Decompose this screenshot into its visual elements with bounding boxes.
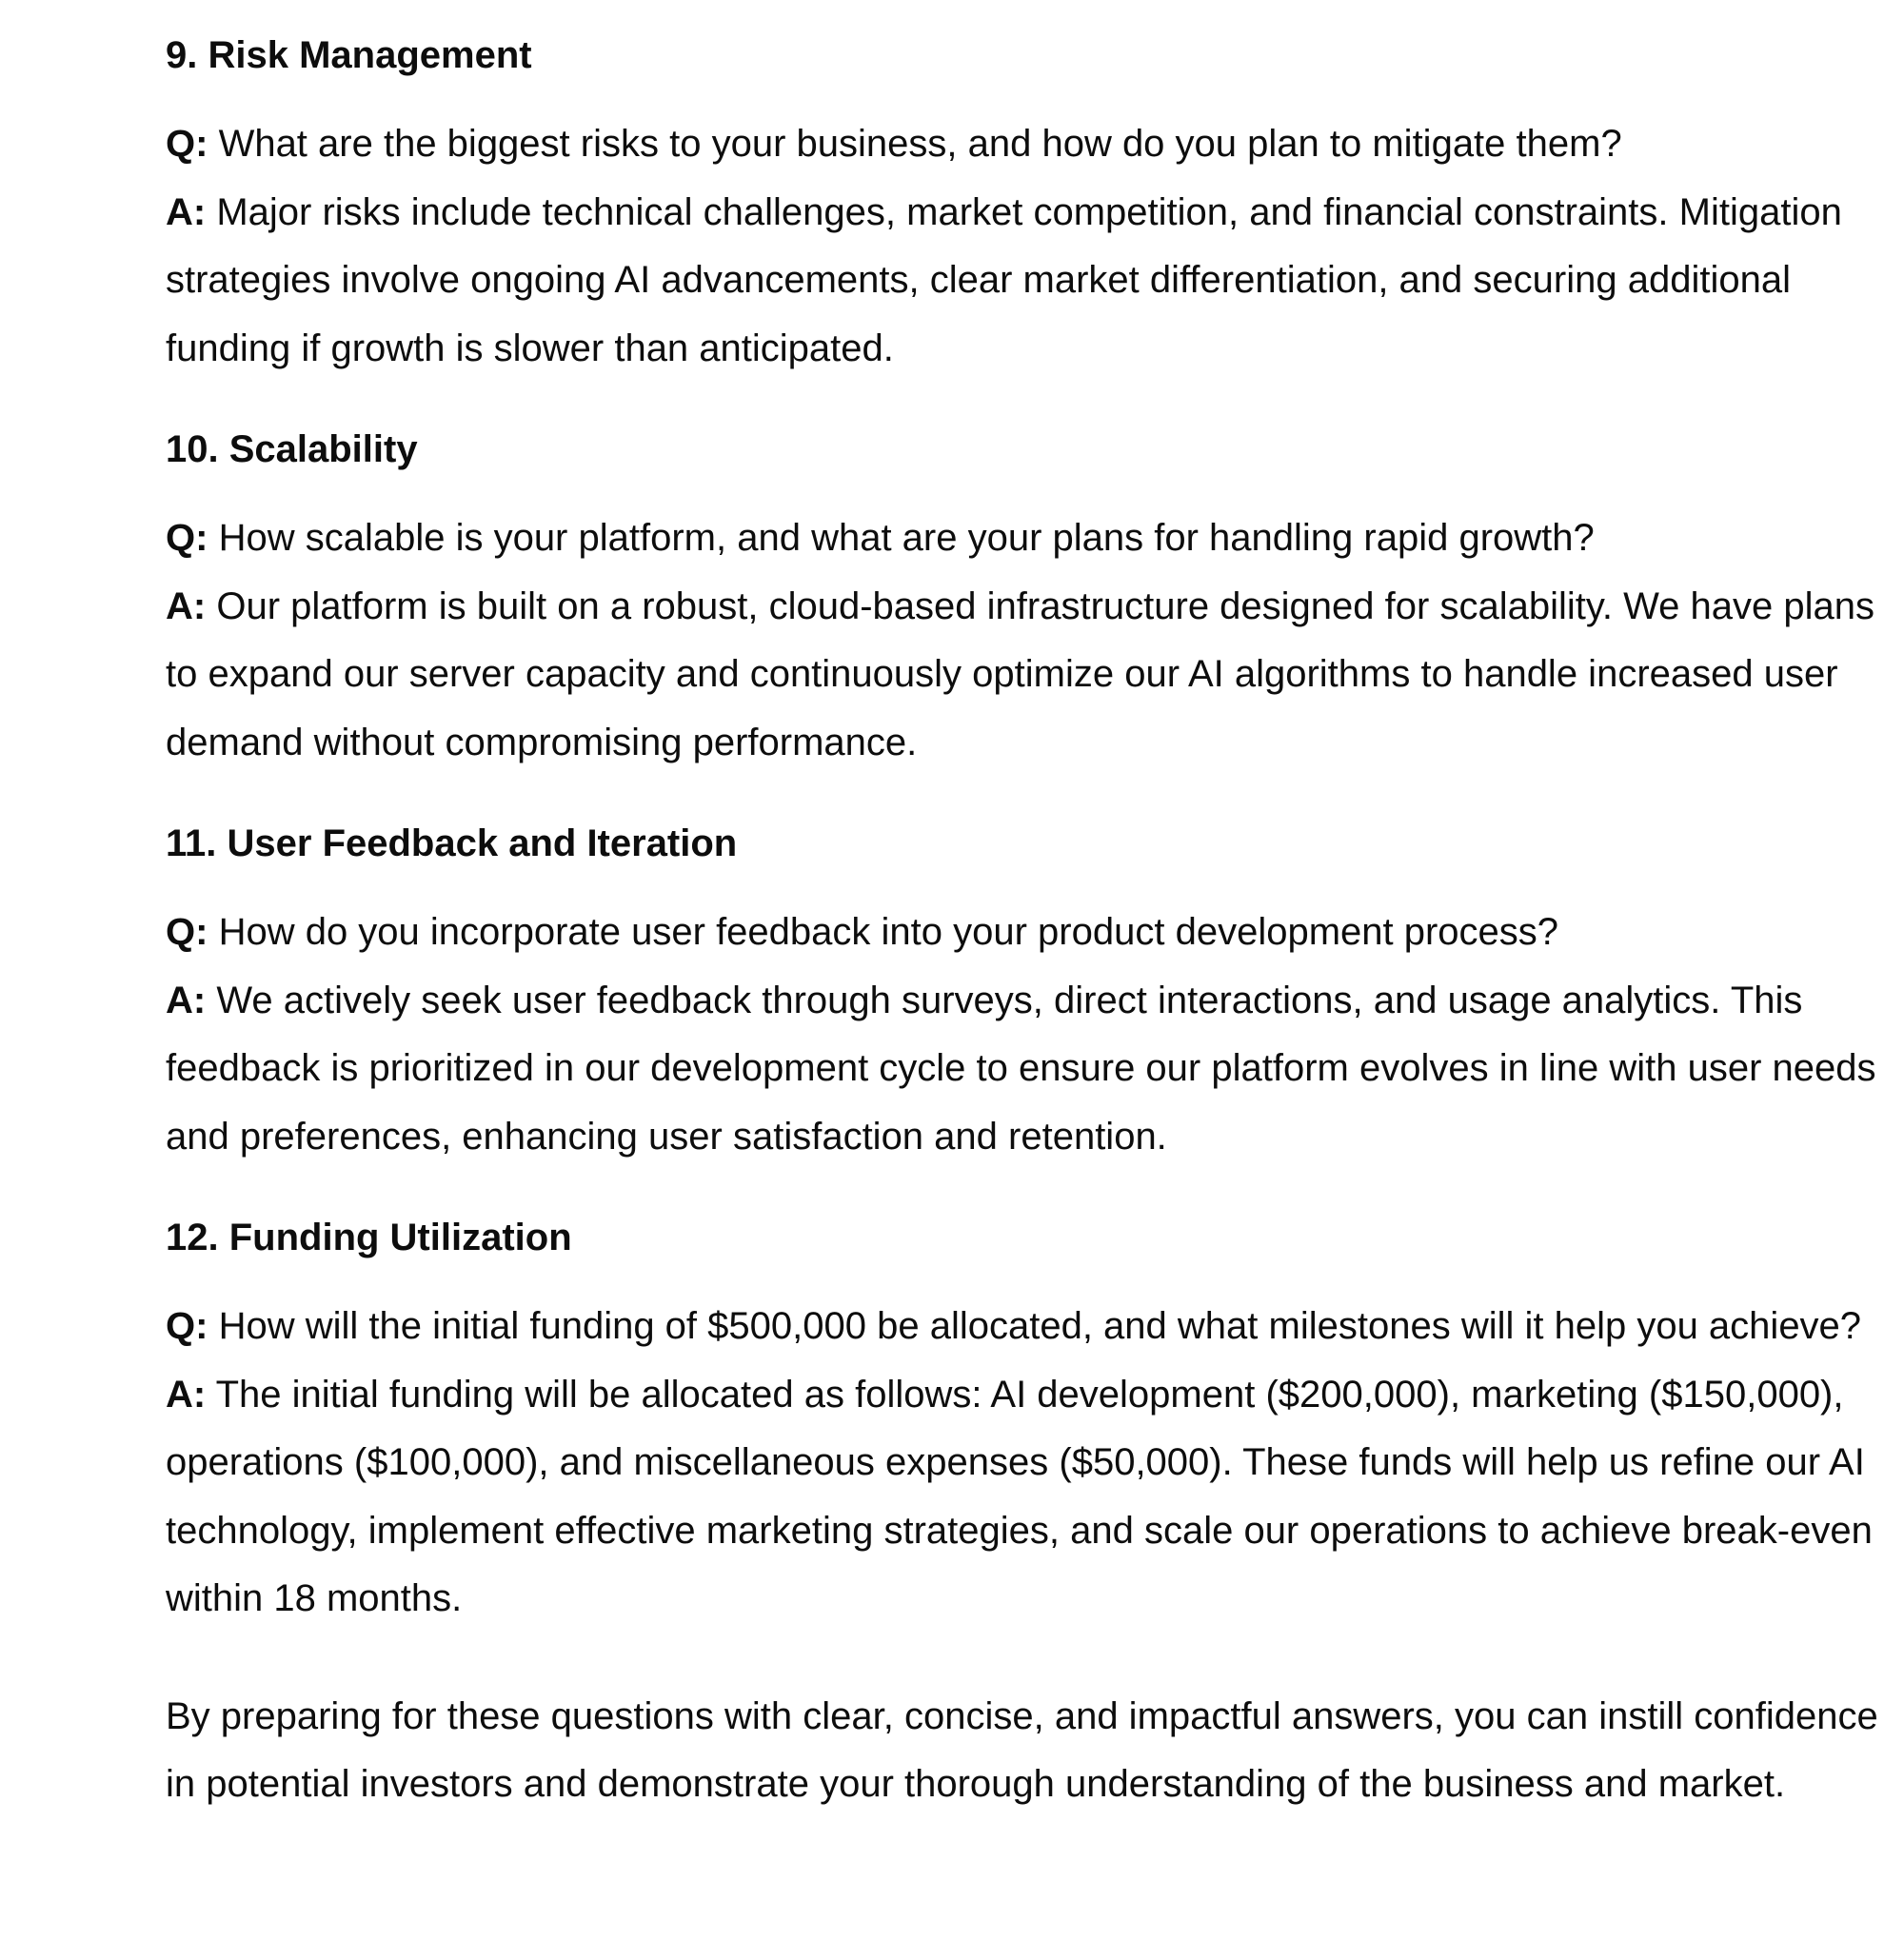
section-risk-management [166, 29, 1898, 383]
answer-label: A: [166, 979, 207, 1021]
answer-label: A: [166, 190, 207, 233]
question-label: Q: [166, 123, 208, 165]
answer-text: Our platform is built on a robust, cloud-based infrastructure designed for scalability. We have plans to expand our server capacity and continuously optimize our AI algorithms to handle increased user demand without compromising performance. [166, 584, 1874, 763]
section-title: 12. Funding Utilization [166, 1217, 572, 1258]
document-content [166, 29, 1898, 1819]
closing-paragraph: By preparing for these questions with clear, concise, and impactful answers, you can instill confidence in potential investors and demonstrate your thorough understanding of the business and market. [166, 1694, 1878, 1805]
question-text: How scalable is your platform, and what are your plans for handling rapid growth? [218, 517, 1595, 559]
answer-paragraph [166, 1361, 1898, 1634]
question-label: Q: [166, 517, 208, 559]
section-scalability [166, 423, 1898, 777]
section-funding-utilization [166, 1211, 1898, 1634]
answer-label: A: [166, 584, 207, 627]
question-paragraph [166, 899, 1898, 967]
section-title: 9. Risk Management [166, 34, 532, 76]
question-paragraph [166, 505, 1898, 573]
answer-text: We actively seek user feedback through surveys, direct interactions, and usage analytics. This feedback is prioritized in our development cycle to ensure our platform evolves in line with user needs and preferences, enhancing user satisfaction and retention. [166, 979, 1876, 1158]
question-paragraph [166, 1293, 1898, 1361]
question-paragraph [166, 110, 1898, 179]
section-user-feedback [166, 817, 1898, 1171]
question-text: How will the initial funding of $500,000 be allocated, and what milestones will it help you achieve? [218, 1305, 1862, 1347]
question-label: Q: [166, 1305, 208, 1347]
question-label: Q: [166, 911, 208, 953]
answer-text: Major risks include technical challenges, market competition, and financial constraints. Mitigation strategies involve ongoing AI advancements, clear market differentiation, and securing additional funding if growth is slower than anticipated. [166, 190, 1842, 369]
answer-text: The initial funding will be allocated as follows: AI development ($200,000), marketing ($150,000), operations ($100,000), and miscellaneous expenses ($50,000). These funds will help us refine our AI technology, implement effective marketing strategies, and scale our operations to achieve break-even within 18 months. [166, 1373, 1873, 1619]
section-spacer [166, 383, 1898, 423]
question-text: What are the biggest risks to your business, and how do you plan to mitigate them? [218, 123, 1622, 165]
section-spacer [166, 777, 1898, 817]
section-title: 11. User Feedback and Iteration [166, 822, 738, 864]
section-spacer [166, 1171, 1898, 1211]
answer-paragraph [166, 967, 1898, 1172]
answer-paragraph [166, 179, 1898, 384]
section-title: 10. Scalability [166, 428, 418, 470]
answer-label: A: [166, 1373, 207, 1416]
answer-paragraph [166, 573, 1898, 778]
question-text: How do you incorporate user feedback into your product development process? [218, 911, 1559, 953]
